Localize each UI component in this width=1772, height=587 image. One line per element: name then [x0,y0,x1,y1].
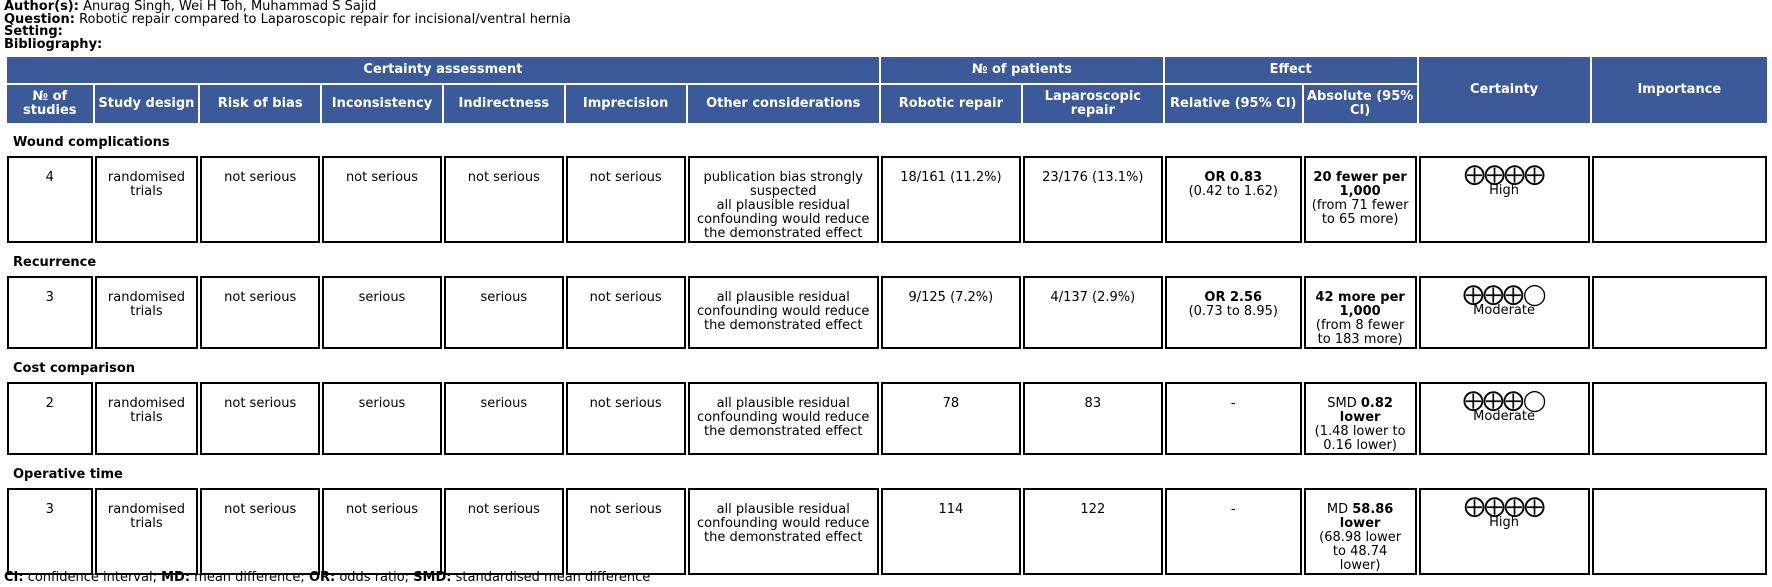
robotic-cell: 18/161 (11.2%) [881,156,1021,243]
inconsistency-cell: not serious [322,156,442,243]
certainty-symbols-icon: ⨁⨁⨁⨁ [1464,494,1545,518]
authors-label: Author(s): [4,0,79,14]
certainty-label: Moderate [1473,303,1535,318]
num-studies-cell: 4 [7,156,93,243]
question-value: Robotic repair compared to Laparoscopic repair for incisional/ventral hernia [79,11,571,27]
other-considerations-cell: all plausible residual confounding would reduce the demonstrated effect [688,488,879,575]
certainty-label: Moderate [1473,409,1535,424]
footnote-smd-text: standardised mean difference [451,570,651,585]
absolute-cell [1304,276,1417,349]
bibliography-label: Bibliography: [4,36,103,52]
header-num-patients: № of patients [881,57,1163,83]
indirectness-cell: serious [444,276,564,349]
relative-estimate: OR 0.83 [1204,170,1263,185]
footnote-or-text: odds ratio; [335,570,414,585]
footnote-or-abbr: OR: [308,570,336,585]
section-row [7,457,1767,486]
absolute-estimate: 42 more per 1,000 [1315,290,1405,319]
inconsistency-cell: not serious [322,488,442,575]
certainty-symbols-icon: ⨁⨁⨁◯ [1462,388,1546,412]
indirectness-cell: serious [444,382,564,455]
header-study-design: Study design [95,85,199,123]
other-considerations-cell: publication bias strongly suspected all plausible residual confounding would reduce the demonstrated effect [688,156,879,243]
header-risk-of-bias: Risk of bias [200,85,320,123]
absolute-ci: (1.48 lower to 0.16 lower) [1314,424,1406,453]
certainty-cell [1419,156,1590,243]
relative-cell [1165,488,1302,575]
meta-block [4,1,571,51]
section-row [7,125,1767,154]
risk-of-bias-cell: not serious [200,156,320,243]
certainty-symbols-icon: ⨁⨁⨁◯ [1462,282,1546,306]
authors-value: Anurag Singh, Wei H Toh, Muhammad S Sajid [83,0,377,14]
footnote-smd-abbr: SMD: [413,570,452,585]
outcome-row [7,276,1767,349]
header-importance: Importance [1592,57,1767,123]
laparoscopic-cell: 4/137 (2.9%) [1023,276,1163,349]
section-row [7,351,1767,380]
indirectness-cell: not serious [444,156,564,243]
imprecision-cell: not serious [566,382,686,455]
absolute-ci: (68.98 lower to 48.74 lower) [1319,530,1402,573]
inconsistency-cell: serious [322,382,442,455]
header-row-groups [7,57,1767,83]
study-design-cell: randomised trials [95,276,199,349]
header-effect: Effect [1165,57,1417,83]
relative-ci: - [1230,396,1236,411]
header-num-studies: № of studies [7,85,93,123]
num-studies-cell: 2 [7,382,93,455]
question-label: Question: [4,11,75,27]
imprecision-cell: not serious [566,488,686,575]
bibliography-line [4,36,571,52]
importance-cell [1592,488,1767,575]
relative-cell [1165,276,1302,349]
study-design-cell: randomised trials [95,488,199,575]
header-relative: Relative (95% CI) [1165,85,1302,123]
header-indirectness: Indirectness [444,85,564,123]
absolute-ci: (from 71 fewer to 65 more) [1311,198,1409,227]
risk-of-bias-cell: not serious [200,488,320,575]
outcome-name: Wound complications [13,135,170,150]
outcome-row [7,156,1767,243]
absolute-estimate: 0.82 lower [1339,396,1393,425]
header-robotic-repair: Robotic repair [881,85,1021,123]
footnote [4,570,650,585]
absolute-cell [1304,488,1417,575]
certainty-label: High [1489,183,1520,198]
importance-cell [1592,276,1767,349]
absolute-prefix: MD [1326,502,1353,517]
importance-cell [1592,382,1767,455]
footnote-md-abbr: MD: [161,570,191,585]
study-design-cell: randomised trials [95,382,199,455]
study-design-cell: randomised trials [95,156,199,243]
certainty-cell [1419,382,1590,455]
imprecision-cell: not serious [566,276,686,349]
relative-estimate: OR 2.56 [1204,290,1263,305]
outcome-row [7,382,1767,455]
inconsistency-cell: serious [322,276,442,349]
relative-cell [1165,382,1302,455]
robotic-cell: 114 [881,488,1021,575]
relative-ci: - [1230,502,1236,517]
laparoscopic-cell: 122 [1023,488,1163,575]
relative-ci: (0.42 to 1.62) [1188,184,1278,199]
footnote-ci-abbr: CI: [4,570,24,585]
absolute-estimate: 20 fewer per 1,000 [1313,170,1407,199]
absolute-prefix: SMD [1327,396,1361,411]
robotic-cell: 9/125 (7.2%) [881,276,1021,349]
absolute-cell [1304,156,1417,243]
laparoscopic-cell: 83 [1023,382,1163,455]
header-other-considerations: Other considerations [688,85,879,123]
header-imprecision: Imprecision [566,85,686,123]
grade-evidence-table [5,55,1769,577]
other-considerations-cell: all plausible residual confounding would reduce the demonstrated effect [688,276,879,349]
footnote-ci-text: confidence interval; [23,570,162,585]
other-considerations-cell: all plausible residual confounding would reduce the demonstrated effect [688,382,879,455]
outcome-name: Cost comparison [13,361,136,376]
absolute-cell [1304,382,1417,455]
robotic-cell: 78 [881,382,1021,455]
setting-label: Setting: [4,24,63,39]
question-line [4,11,571,27]
header-laparoscopic-repair: Laparoscopic repair [1023,85,1163,123]
risk-of-bias-cell: not serious [200,382,320,455]
header-inconsistency: Inconsistency [322,85,442,123]
importance-cell [1592,156,1767,243]
certainty-cell [1419,488,1590,575]
certainty-cell [1419,276,1590,349]
header-certainty: Certainty [1419,57,1590,123]
outcome-row [7,488,1767,575]
header-certainty-assessment: Certainty assessment [7,57,879,83]
outcome-name: Recurrence [13,255,97,270]
risk-of-bias-cell: not serious [200,276,320,349]
num-studies-cell: 3 [7,276,93,349]
indirectness-cell: not serious [444,488,564,575]
num-studies-cell: 3 [7,488,93,575]
imprecision-cell: not serious [566,156,686,243]
certainty-symbols-icon: ⨁⨁⨁⨁ [1464,162,1545,186]
outcome-name: Operative time [13,467,123,482]
relative-ci: (0.73 to 8.95) [1188,304,1278,319]
certainty-label: High [1489,515,1520,530]
header-absolute: Absolute (95% CI) [1304,85,1417,123]
section-row [7,245,1767,274]
absolute-ci: (from 8 fewer to 183 more) [1315,318,1405,347]
laparoscopic-cell: 23/176 (13.1%) [1023,156,1163,243]
relative-cell [1165,156,1302,243]
footnote-md-text: mean difference; [190,570,309,585]
absolute-estimate: 58.86 lower [1339,502,1394,531]
